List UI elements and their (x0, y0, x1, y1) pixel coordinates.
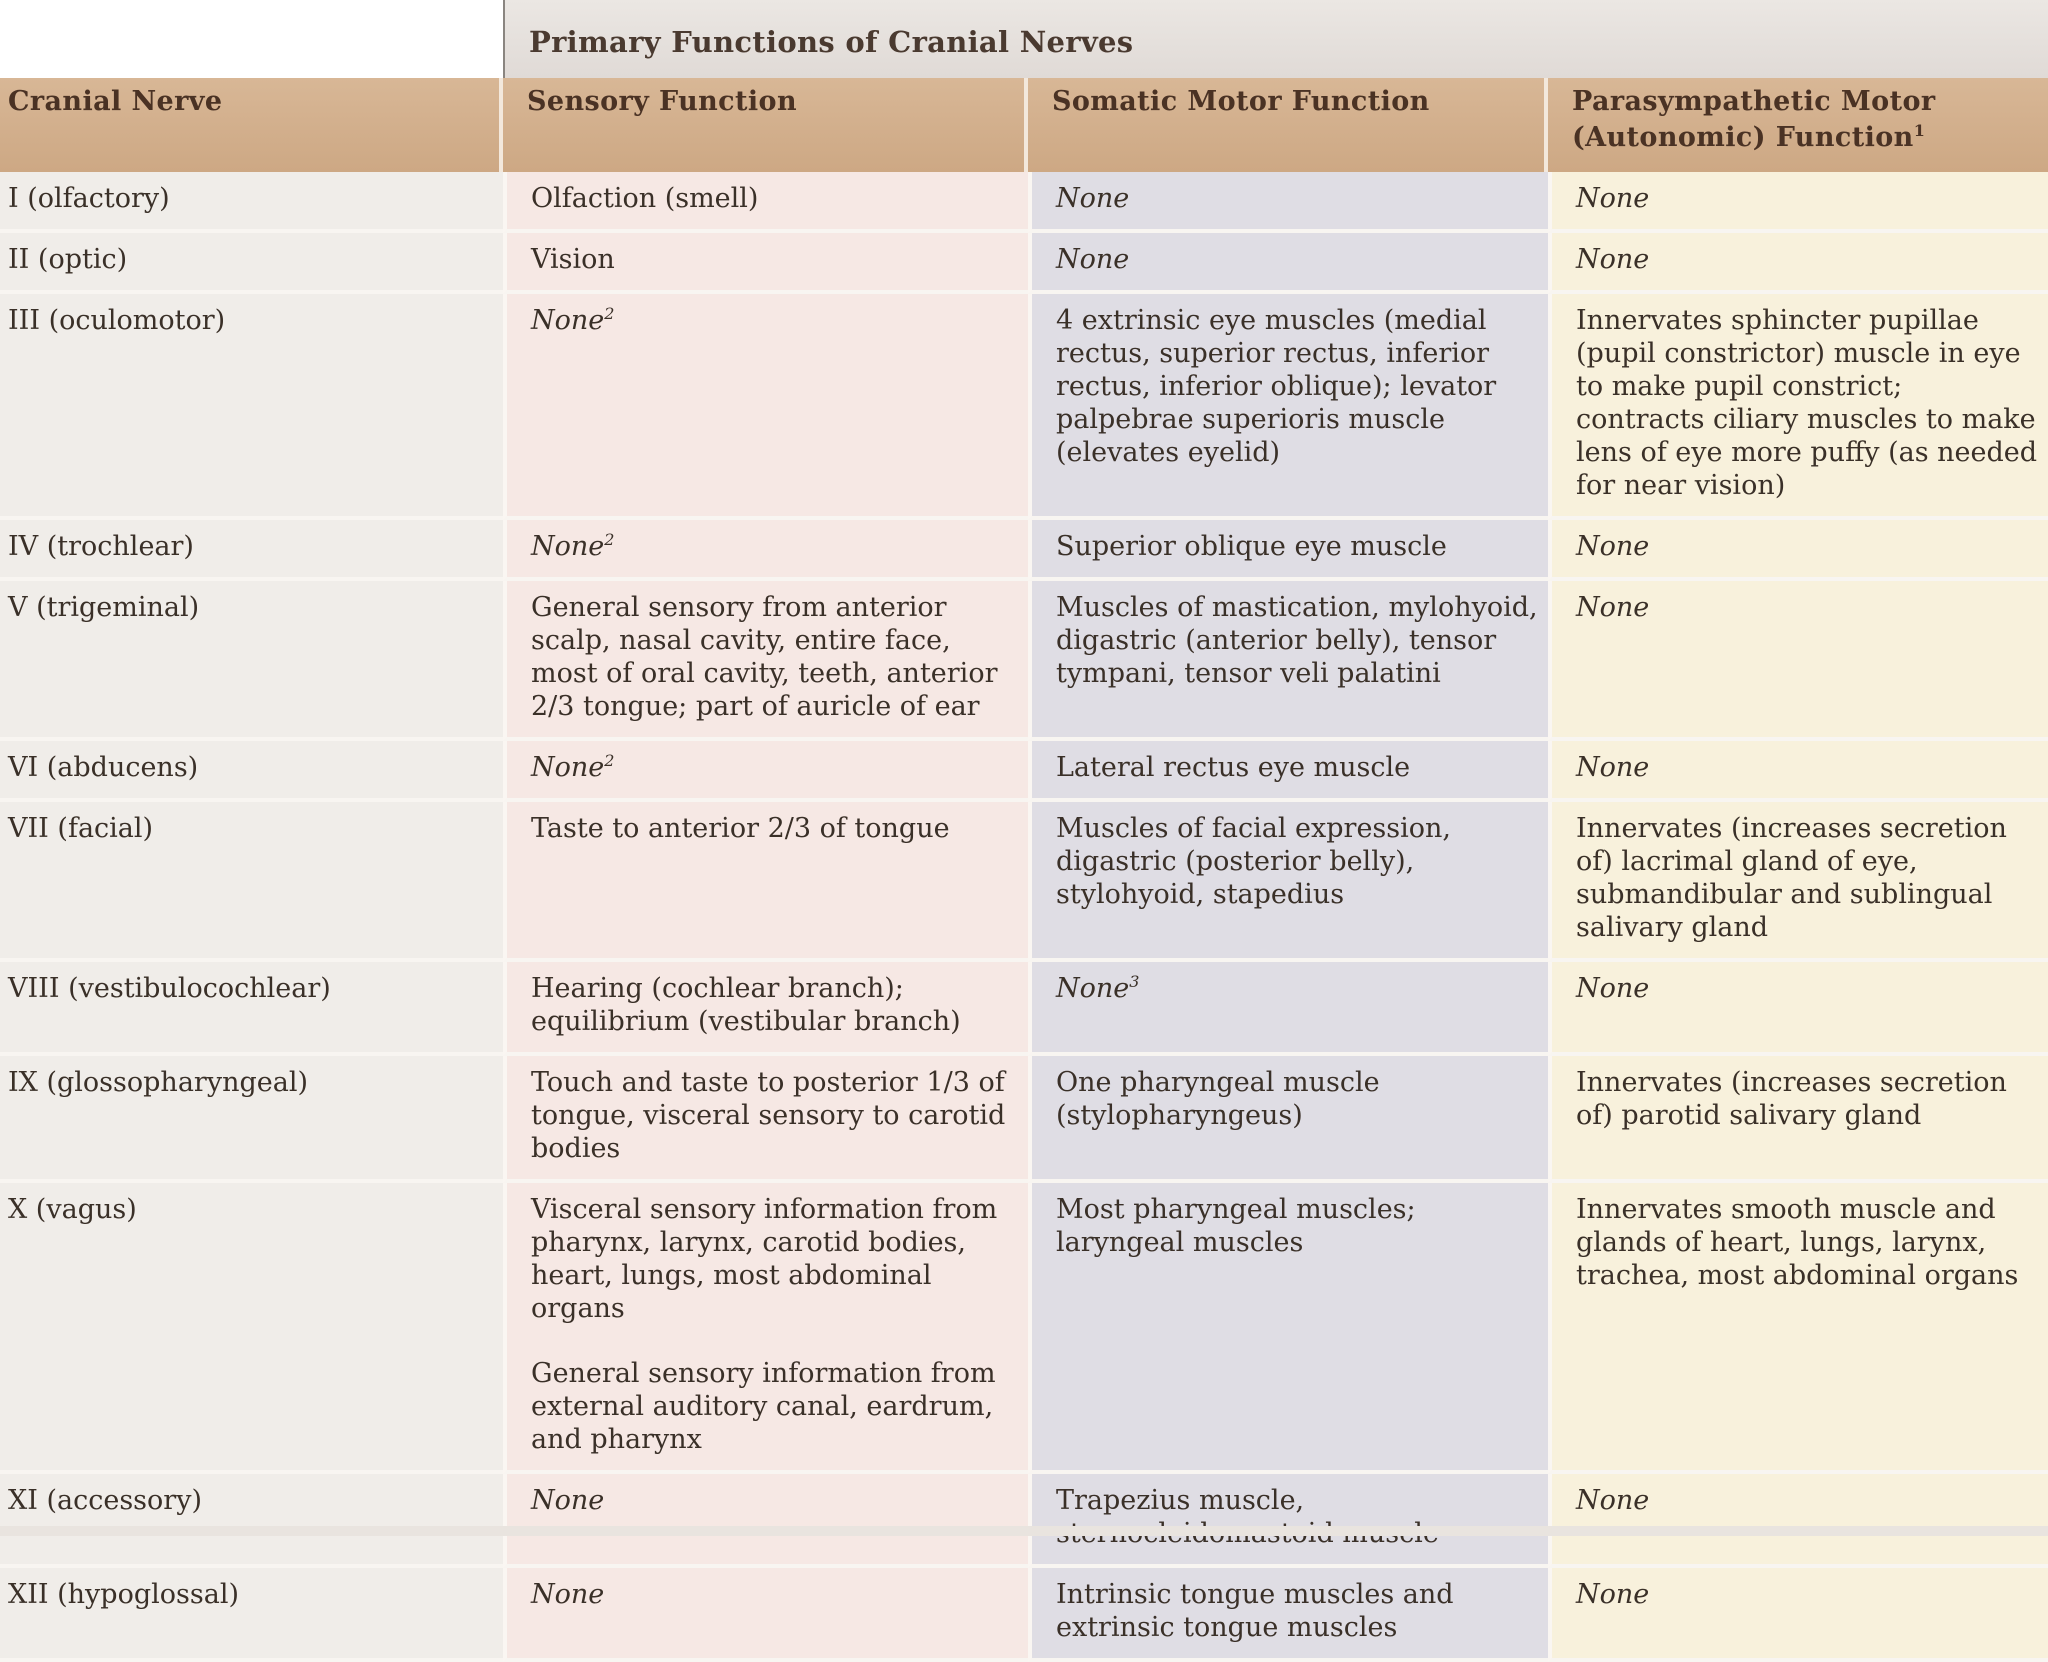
sensory-text-content: Visceral sensory information from pharynx, larynx, carotid bodies, heart, lungs, most abdominal organs (531, 1194, 998, 1324)
sensory-text (531, 1357, 1018, 1456)
table-row (0, 1183, 2048, 1474)
table-row (0, 294, 2048, 520)
table-title-row (0, 0, 2048, 78)
cell-somatic-motor-function (1028, 233, 1548, 294)
cell-cranial-nerve: III (oculomotor) (0, 294, 503, 520)
cell-cranial-nerve: VIII (vestibulocochlear) (0, 962, 503, 1056)
sensory-text-content: None (531, 1485, 605, 1516)
cell-cranial-nerve: XI (accessory) (0, 1474, 503, 1568)
cell-sensory-function (503, 1183, 1028, 1474)
somatic-text: 4 extrinsic eye muscles (medial rectus, superior rectus, inferior rectus, inferior oblique); levator palpebrae superioris muscle (elevates eyelid) (1056, 305, 1497, 468)
sensory-text (531, 1193, 1018, 1325)
sensory-text-content: Taste to anterior 2/3 of tongue (531, 813, 950, 844)
cell-somatic-motor-function (1028, 1183, 1548, 1474)
title-spacer (0, 0, 503, 78)
bottom-border (0, 1526, 2048, 1536)
somatic-text: One pharyngeal muscle (stylopharyngeus) (1056, 1067, 1380, 1131)
sensory-text-content: Vision (531, 244, 615, 275)
cell-somatic-motor-function (1028, 962, 1548, 1056)
cell-somatic-motor-function (1028, 802, 1548, 962)
cell-somatic-motor-function (1028, 1568, 1548, 1662)
cell-parasympathetic-function: None (1548, 581, 2048, 741)
cell-sensory-function (503, 294, 1028, 520)
cell-cranial-nerve: X (vagus) (0, 1183, 503, 1474)
somatic-text: Muscles of facial expression, digastric (posterior belly), stylohyoid, stapedius (1056, 813, 1452, 910)
footnote-marker: 2 (604, 530, 615, 549)
table-title: Primary Functions of Cranial Nerves (503, 0, 2048, 78)
cell-sensory-function (503, 233, 1028, 294)
somatic-text: Most pharyngeal muscles; laryngeal muscles (1056, 1194, 1416, 1258)
somatic-text: Muscles of mastication, mylohyoid, digastric (anterior belly), tensor tympani, tensor veli palatini (1056, 592, 1538, 689)
cell-parasympathetic-function: None (1548, 741, 2048, 802)
cell-cranial-nerve: VI (abducens) (0, 741, 503, 802)
table-row (0, 233, 2048, 294)
cell-cranial-nerve: V (trigeminal) (0, 581, 503, 741)
table-row (0, 1056, 2048, 1183)
somatic-text: Superior oblique eye muscle (1056, 531, 1447, 562)
sensory-text (531, 591, 1018, 723)
footnote-marker: 3 (1129, 972, 1140, 991)
table-row (0, 581, 2048, 741)
header-sensory-function: Sensory Function (503, 78, 1028, 172)
header-parasympathetic-function (1548, 78, 2048, 172)
sensory-text-content: Hearing (cochlear branch); equilibrium (vestibular branch) (531, 973, 961, 1037)
cell-sensory-function (503, 802, 1028, 962)
cell-sensory-function (503, 581, 1028, 741)
somatic-text: Trapezius muscle, (1056, 1485, 1305, 1516)
column-header-row (0, 78, 2048, 172)
sensory-text (531, 751, 1018, 784)
sensory-text-content: Touch and taste to posterior 1/3 of tongue, visceral sensory to carotid bodies (531, 1067, 1006, 1164)
cell-parasympathetic-function: None (1548, 233, 2048, 294)
cell-somatic-motor-function (1028, 172, 1548, 233)
cell-sensory-function (503, 1474, 1028, 1568)
cell-sensory-function (503, 962, 1028, 1056)
table-row (0, 802, 2048, 962)
sensory-text (531, 182, 1018, 215)
cell-sensory-function (503, 520, 1028, 581)
sensory-text (531, 1066, 1018, 1165)
cell-somatic-motor-function (1028, 294, 1548, 520)
header-cranial-nerve: Cranial Nerve (0, 78, 503, 172)
sensory-text (531, 243, 1018, 276)
sensory-text-content: General sensory information from external auditory canal, eardrum, and pharynx (531, 1358, 996, 1455)
cell-cranial-nerve: II (optic) (0, 233, 503, 294)
cell-parasympathetic-function: None (1548, 520, 2048, 581)
sensory-text-content: None (531, 305, 605, 336)
sensory-text (531, 304, 1018, 337)
header-para-line1: Parasympathetic Motor (1572, 86, 1936, 117)
somatic-text: None (1056, 244, 1130, 275)
cell-somatic-motor-function (1028, 741, 1548, 802)
cell-sensory-function (503, 1568, 1028, 1662)
cell-cranial-nerve: IX (glossopharyngeal) (0, 1056, 503, 1183)
cell-somatic-motor-function (1028, 1056, 1548, 1183)
somatic-text: Intrinsic tongue muscles and extrinsic tongue muscles (1056, 1579, 1454, 1643)
cell-parasympathetic-function: None (1548, 962, 2048, 1056)
sensory-text (531, 812, 1018, 845)
sensory-text-content: None (531, 531, 605, 562)
somatic-text: None (1056, 183, 1130, 214)
sensory-text-content: Olfaction (smell) (531, 183, 759, 214)
cell-parasympathetic-function: Innervates (increases secretion of) lacrimal gland of eye, submandibular and sublingual salivary gland (1548, 802, 2048, 962)
sensory-text (531, 530, 1018, 563)
cell-somatic-motor-function (1028, 1474, 1548, 1568)
table-body (0, 172, 2048, 1662)
cell-sensory-function (503, 741, 1028, 802)
cell-somatic-motor-function (1028, 581, 1548, 741)
somatic-text: Lateral rectus eye muscle (1056, 752, 1411, 783)
sensory-text (531, 972, 1018, 1038)
cell-sensory-function (503, 172, 1028, 233)
table-row (0, 172, 2048, 233)
table-row (0, 741, 2048, 802)
cell-cranial-nerve: VII (facial) (0, 802, 503, 962)
sensory-text-content: General sensory from anterior scalp, nasal cavity, entire face, most of oral cavity, teeth, anterior 2/3 tongue; part of auricle of ear (531, 592, 998, 722)
sensory-text (531, 1484, 1018, 1517)
sensory-text (531, 1578, 1018, 1611)
cell-parasympathetic-function: Innervates smooth muscle and glands of heart, lungs, larynx, trachea, most abdominal organs (1548, 1183, 2048, 1474)
table-row (0, 1474, 2048, 1568)
header-para-line2: (Autonomic) Function (1572, 122, 1914, 153)
cell-parasympathetic-function: None (1548, 172, 2048, 233)
cell-parasympathetic-function: Innervates sphincter pupillae (pupil constrictor) muscle in eye to make pupil constrict; contracts ciliary muscles to make lens of eye more puffy (as needed for near vision) (1548, 294, 2048, 520)
sensory-text-content: None (531, 752, 605, 783)
cell-cranial-nerve: XII (hypoglossal) (0, 1568, 503, 1662)
cell-parasympathetic-function: None (1548, 1474, 2048, 1568)
cell-cranial-nerve: I (olfactory) (0, 172, 503, 233)
table-row (0, 520, 2048, 581)
cell-cranial-nerve: IV (trochlear) (0, 520, 503, 581)
cell-parasympathetic-function: None (1548, 1568, 2048, 1662)
footnote-marker: 2 (604, 751, 615, 770)
footnote-marker: 1 (1913, 121, 1926, 140)
sensory-text-content: None (531, 1579, 605, 1610)
cell-sensory-function (503, 1056, 1028, 1183)
cell-parasympathetic-function: Innervates (increases secretion of) parotid salivary gland (1548, 1056, 2048, 1183)
cell-somatic-motor-function (1028, 520, 1548, 581)
somatic-text: None (1056, 973, 1130, 1004)
header-somatic-motor-function: Somatic Motor Function (1028, 78, 1548, 172)
footnote-marker: 2 (604, 304, 615, 323)
table-row (0, 962, 2048, 1056)
table-row (0, 1568, 2048, 1662)
